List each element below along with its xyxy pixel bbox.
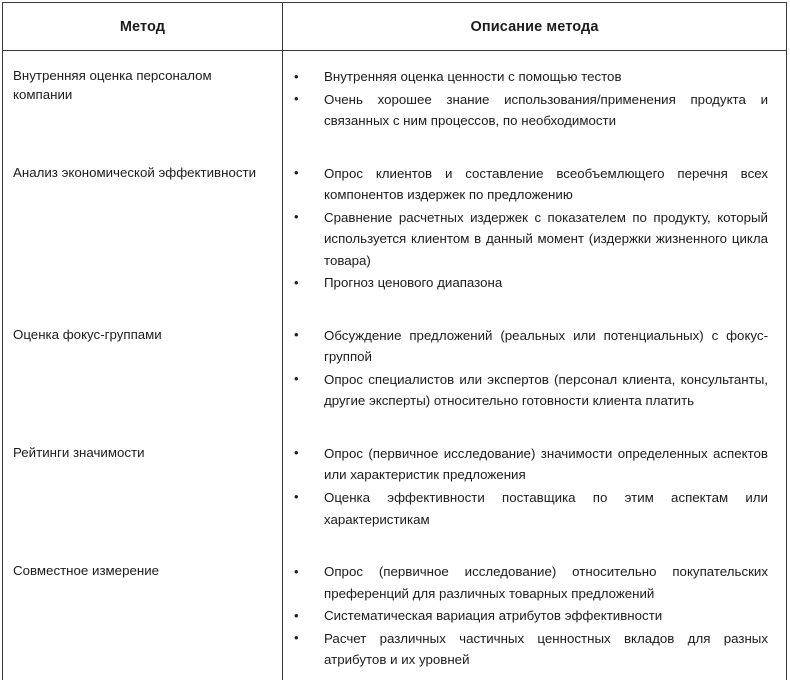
table-row [3, 428, 787, 539]
row-spacer-description [283, 303, 787, 310]
description-bullet-list [283, 561, 776, 671]
row-spacer [3, 539, 787, 546]
methods-table [2, 2, 787, 680]
list-item: • Систематическая вариация атрибутов эффективности [294, 605, 776, 627]
method-name-cell: Анализ экономической эффективности [3, 148, 283, 303]
method-name-cell: Совместное измерение [3, 546, 283, 680]
table-body [3, 51, 787, 680]
table-row [3, 546, 787, 680]
method-description-cell [283, 310, 787, 421]
method-name-cell: Внутренняя оценка персоналом компании [3, 51, 283, 141]
table-header [3, 3, 787, 51]
method-description-cell [283, 546, 787, 680]
row-spacer [3, 421, 787, 428]
list-item: • Прогноз ценового диапазона [294, 272, 776, 294]
column-header-method: Метод [3, 3, 283, 51]
method-description-cell [283, 51, 787, 141]
row-spacer-method [3, 421, 283, 428]
table-row [3, 51, 787, 141]
method-description-cell [283, 428, 787, 539]
row-spacer [3, 303, 787, 310]
description-bullet-list [283, 443, 776, 530]
method-description-cell [283, 148, 787, 303]
methods-table-container [0, 2, 790, 668]
list-item: • Внутренняя оценка ценности с помощью тестов [294, 66, 776, 88]
row-spacer-description [283, 421, 787, 428]
method-name-cell: Рейтинги значимости [3, 428, 283, 539]
header-row [3, 3, 787, 51]
row-spacer-description [283, 539, 787, 546]
list-item: • Опрос (первичное исследование) относительно покупательских преференций для различных товарных предложений [294, 561, 776, 604]
list-item: • Очень хорошее знание использования/применения продукта и связанных с ним процессов, по необходимости [294, 89, 776, 132]
list-item: • Расчет различных частичных ценностных вкладов для разных атрибутов и их уровней [294, 628, 776, 671]
row-spacer-method [3, 141, 283, 148]
row-spacer-method [3, 539, 283, 546]
row-spacer-method [3, 303, 283, 310]
list-item: • Сравнение расчетных издержек с показателем по продукту, который используется клиентом в данный момент (издержки жизненного цикла товара) [294, 207, 776, 272]
description-bullet-list [283, 163, 776, 294]
row-spacer [3, 141, 787, 148]
row-spacer-description [283, 141, 787, 148]
description-bullet-list [283, 325, 776, 412]
list-item: • Обсуждение предложений (реальных или потенциальных) с фокус-группой [294, 325, 776, 368]
table-row [3, 310, 787, 421]
table-row [3, 148, 787, 303]
list-item: • Оценка эффективности поставщика по этим аспектам или характеристикам [294, 487, 776, 530]
list-item: • Опрос (первичное исследование) значимости определенных аспектов или характеристик предложения [294, 443, 776, 486]
description-bullet-list [283, 66, 776, 132]
list-item: • Опрос специалистов или экспертов (персонал клиента, консультанты, другие эксперты) относительно готовности клиента платить [294, 369, 776, 412]
method-name-cell: Оценка фокус-группами [3, 310, 283, 421]
column-header-description: Описание метода [283, 3, 787, 51]
list-item: • Опрос клиентов и составление всеобъемлющего перечня всех компонентов издержек по предложению [294, 163, 776, 206]
